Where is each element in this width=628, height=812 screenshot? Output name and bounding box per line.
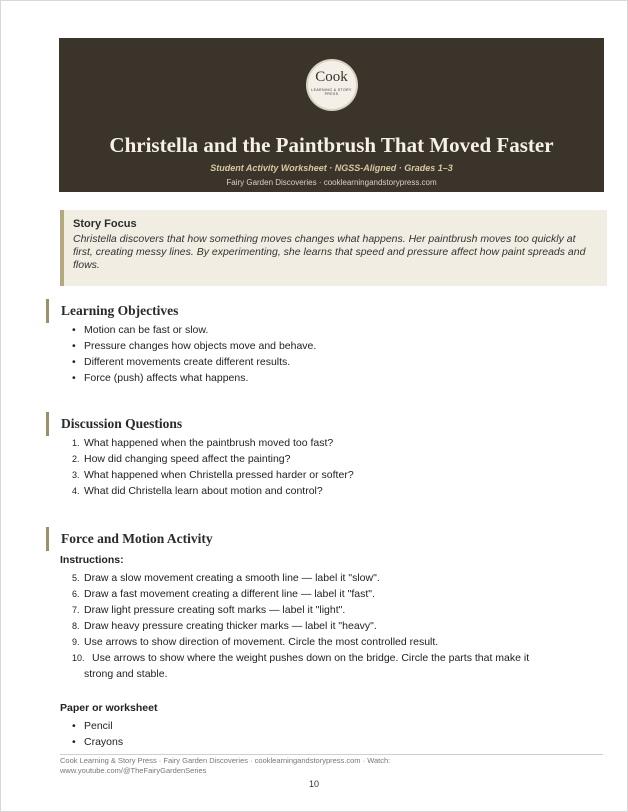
bullet-icon: •	[72, 372, 76, 384]
learning-objectives-heading: Learning Objectives	[46, 299, 178, 323]
item-number: 9.	[72, 637, 80, 647]
list-item	[72, 451, 354, 467]
list-item	[72, 586, 529, 602]
series-line: Fairy Garden Discoveries · cooklearningandstorypress.com	[226, 178, 437, 187]
question-text: What happened when the paintbrush moved too fast?	[84, 437, 334, 449]
story-focus-text: Christella discovers that how something moves changes what happens. Her paintbrush moves too quickly at first, creating messy lines. By experimenting, she learns that speed and pressure affect how paint spreads and flows.	[73, 233, 586, 271]
discussion-questions-list	[72, 435, 354, 499]
page-number: 10	[308, 779, 319, 789]
list-item	[72, 354, 316, 370]
step-text-continued: strong and stable.	[84, 668, 168, 680]
list-item	[72, 483, 354, 499]
list-item	[72, 322, 316, 338]
step-text: Draw a fast movement creating a different line — label it "fast".	[84, 588, 375, 600]
item-number: 2.	[72, 454, 80, 464]
list-item	[72, 650, 529, 666]
list-item	[72, 618, 529, 634]
objective-text: Different movements create different results.	[84, 356, 291, 368]
question-text: How did changing speed affect the painting?	[84, 453, 291, 465]
item-number: 8.	[72, 621, 80, 631]
list-item	[72, 435, 354, 451]
material-text: Crayons	[84, 736, 124, 748]
list-item	[72, 338, 316, 354]
footer-text	[60, 756, 490, 776]
item-number: 3.	[72, 470, 80, 480]
worksheet-subtitle: Student Activity Worksheet · NGSS-Aligned · Grades 1–3	[210, 163, 453, 173]
bullet-icon: •	[72, 736, 76, 748]
objective-text: Motion can be fast or slow.	[84, 324, 209, 336]
question-text: What happened when Christella pressed harder or softer?	[84, 469, 354, 481]
bullet-icon: •	[72, 340, 76, 352]
logo-word: Cook	[315, 69, 348, 85]
objective-text: Pressure changes how objects move and behave.	[84, 340, 317, 352]
bullet-icon: •	[72, 324, 76, 336]
activity-heading: Force and Motion Activity	[46, 527, 213, 551]
step-text: Draw light pressure creating soft marks — label it "light".	[84, 604, 346, 616]
materials-label: Paper or worksheet	[60, 702, 158, 714]
bullet-icon: •	[72, 356, 76, 368]
material-text: Pencil	[84, 720, 113, 732]
list-item	[72, 718, 123, 734]
header-banner	[59, 38, 604, 192]
item-number: 1.	[72, 438, 80, 448]
item-number: 4.	[72, 486, 80, 496]
footer-line-1: Cook Learning & Story Press · Fairy Garden Discoveries · cooklearningandstorypress.com · Watch:	[60, 756, 391, 765]
list-item	[72, 666, 529, 682]
footer-youtube-link[interactable]: www.youtube.com/@TheFairyGardenSeries	[60, 766, 207, 775]
learning-objectives-list	[72, 322, 316, 386]
list-item	[72, 634, 529, 650]
logo-subtitle: LEARNING & STORY PRESS	[311, 88, 352, 96]
activity-steps-list	[72, 570, 529, 682]
bullet-icon: •	[72, 720, 76, 732]
step-text: Use arrows to show where the weight pushes down on the bridge. Circle the parts that make it	[92, 652, 530, 664]
list-item	[72, 370, 316, 386]
item-number: 6.	[72, 589, 80, 599]
list-item	[72, 570, 529, 586]
materials-list	[72, 718, 123, 750]
story-focus-heading: Story Focus	[73, 218, 137, 230]
list-item	[72, 734, 123, 750]
step-text: Use arrows to show direction of movement. Circle the most controlled result.	[84, 636, 439, 648]
objective-text: Force (push) affects what happens.	[84, 372, 249, 384]
page-title: Christella and the Paintbrush That Moved Faster	[109, 133, 554, 157]
question-text: What did Christella learn about motion and control?	[84, 485, 323, 497]
item-number: 10.	[72, 653, 85, 663]
footer-divider	[60, 754, 603, 755]
step-text: Draw heavy pressure creating thicker marks — label it "heavy".	[84, 620, 377, 632]
discussion-questions-heading: Discussion Questions	[46, 412, 182, 436]
story-focus-box	[60, 210, 607, 286]
list-item	[72, 602, 529, 618]
list-item	[72, 467, 354, 483]
step-text: Draw a slow movement creating a smooth line — label it "slow".	[84, 572, 380, 584]
item-number: 7.	[72, 605, 80, 615]
item-number: 5.	[72, 573, 80, 583]
publisher-logo	[308, 61, 356, 109]
instructions-label: Instructions:	[60, 554, 124, 566]
